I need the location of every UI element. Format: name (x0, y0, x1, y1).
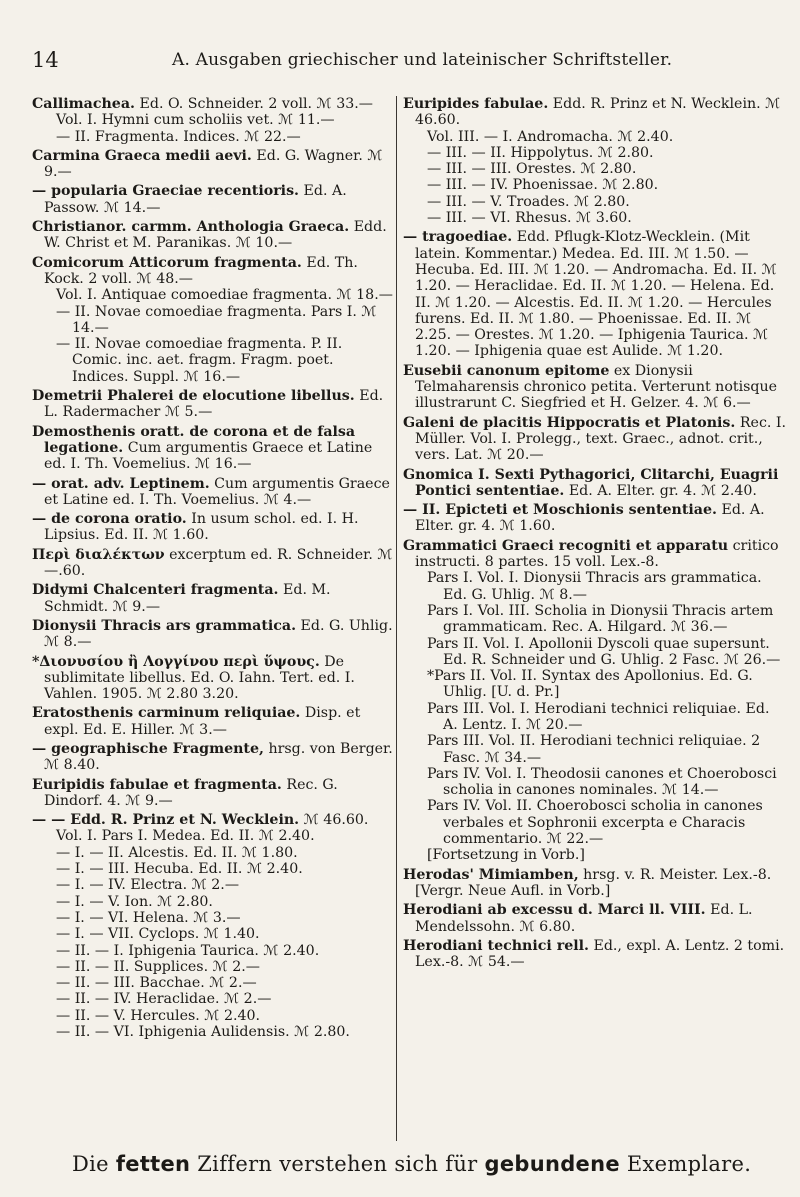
entry-line: [Fortsetzung in Vorb.] (427, 847, 585, 864)
entry-line: Vol. I. Antiquae comoediae fragmenta. ℳ 18.— (56, 287, 393, 304)
entry-line: Ed. A. Elter. gr. 4. ℳ 1.60. (415, 502, 765, 535)
catalog-entry (32, 654, 394, 703)
entry-line: Ed. L. Radermacher ℳ 5.— (44, 388, 384, 421)
column-divider (396, 96, 397, 1141)
entry-line: ex Dionysii Telmaharensis chronico petita. Verterunt notisque illustrarunt C. Siegfried et H. Gelzer. 4. ℳ 6.— (415, 362, 778, 412)
footer-text-1: Die (72, 1152, 116, 1176)
catalog-entry (32, 705, 394, 738)
entry-line: Disp. et expl. Ed. E. Hiller. ℳ 3.— (44, 705, 361, 738)
catalog-entry (403, 938, 787, 971)
entry-line: — I. — IV. Electra. ℳ 2.— (56, 877, 240, 894)
entry-line: — I. — III. Hecuba. Ed. II. ℳ 2.40. (56, 861, 303, 878)
entry-line: Cum argumentis Graece et Latine ed. I. Th. Voemelius. ℳ 4.— (44, 475, 390, 508)
left-column (32, 96, 394, 1043)
catalog-entry (32, 388, 394, 421)
catalog-entry (403, 867, 787, 900)
entry-title: Callimachea. (32, 96, 135, 112)
running-title: A. Ausgaben griechischer und lateinischer Schriftsteller. (172, 50, 673, 70)
entry-line: Ed. A. Passow. ℳ 14.— (44, 183, 347, 216)
entry-title: — tragoediae. (403, 229, 513, 246)
entry-title: Gnomica I. Sexti Pythagorici, Clitarchi, Euagrii Pontici sententiae. (403, 466, 779, 499)
footer-bold-1: fetten (115, 1152, 191, 1176)
entry-title: Christianor. carmm. Anthologia Graeca. (32, 219, 350, 236)
catalog-entry (32, 96, 394, 145)
entry-line: Ed. M. Schmidt. ℳ 9.— (44, 582, 331, 615)
catalog-entry (403, 467, 787, 500)
catalog-entry (403, 229, 787, 359)
entry-line: Ed. A. Elter. gr. 4. ℳ 2.40. (568, 482, 757, 499)
entry-title: — de corona oratio. (32, 511, 187, 528)
entry-line: Pars IV. Vol. I. Theodosii canones et Choerobosci scholia in canones nominales. ℳ 14.— (427, 765, 777, 799)
entry-line: — II. Fragmenta. Indices. ℳ 22.— (56, 128, 301, 145)
entry-title: Euripides fabulae. (403, 96, 549, 112)
entry-title: Demosthenis oratt. de corona et de falsa legatione. (32, 423, 356, 456)
entry-line: Ed. G. Uhlig. ℳ 8.— (44, 617, 393, 651)
catalog-entry (32, 424, 394, 473)
entry-line: Cum argumentis Graece et Latine ed. I. Th. Voemelius. ℳ 16.— (44, 439, 373, 473)
entry-title: — orat. adv. Leptinem. (32, 475, 210, 492)
entry-line: — II. — IV. Heraclidae. ℳ 2.— (56, 991, 272, 1008)
catalog-entry (32, 183, 394, 216)
entry-title: Περὶ διαλέκτων (32, 546, 165, 563)
entry-line: — III. — III. Orestes. ℳ 2.80. (427, 161, 637, 178)
entry-title: Herodiani ab excessu d. Marci ll. VIII. (403, 902, 706, 919)
catalog-entry (32, 255, 394, 385)
entry-line: — III. — VI. Rhesus. ℳ 3.60. (427, 210, 632, 227)
entry-line: — I. — II. Alcestis. Ed. II. ℳ 1.80. (56, 844, 298, 861)
entry-title: Didymi Chalcenteri fragmenta. (32, 582, 279, 599)
catalog-entry (32, 148, 394, 181)
entry-title: *Διονυσίου ἢ Λογγίνου περὶ ὕψους. (32, 653, 320, 670)
entry-line: — II. — II. Supplices. ℳ 2.— (56, 958, 260, 975)
footer-text-2: Ziffern verstehen sich für (190, 1152, 485, 1176)
catalog-entry (32, 777, 394, 810)
entry-title: — II. Epicteti et Moschionis sententiae. (403, 502, 717, 519)
entry-line: — II. — III. Bacchae. ℳ 2.— (56, 975, 257, 992)
catalog-entry (32, 547, 394, 580)
entry-line: ℳ 46.60. (303, 812, 369, 829)
entry-line: Ed. G. Wagner. ℳ 9.— (44, 147, 383, 181)
entry-line: Ed. Th. Kock. 2 voll. ℳ 48.— (44, 254, 358, 287)
entry-line: In usum schol. ed. I. H. Lipsius. Ed. II. ℳ 1.60. (44, 511, 359, 544)
entry-title: — geographische Fragmente, (32, 740, 264, 757)
entry-title: Eratosthenis carminum reliquiae. (32, 705, 301, 722)
entry-line: Pars IV. Vol. II. Choerobosci scholia in canones verbales et Sophronii excerpta e Characis commentario. ℳ 22.— (427, 798, 763, 848)
entry-line: Pars II. Vol. I. Apollonii Dyscoli quae supersunt. Ed. R. Schneider und G. Uhlig. 2 Fasc. ℳ 26.— (427, 635, 781, 668)
entry-line: Vol. I. Hymni cum scholiis vet. ℳ 11.— (56, 112, 335, 129)
entry-title: Herodiani technici rell. (403, 937, 589, 954)
entry-title: Carmina Graeca medii aevi. (32, 147, 252, 164)
entry-line: — II. — I. Iphigenia Taurica. ℳ 2.40. (56, 942, 320, 959)
catalog-entry (32, 476, 394, 509)
entry-line: — III. — II. Hippolytus. ℳ 2.80. (427, 144, 654, 161)
entry-line: — I. — VI. Helena. ℳ 3.— (56, 909, 241, 926)
catalog-entry (403, 415, 787, 464)
entry-line: — II. — V. Hercules. ℳ 2.40. (56, 1007, 261, 1024)
entry-line: Ed. O. Schneider. 2 voll. ℳ 33.— (139, 96, 373, 112)
entry-title: — — Edd. R. Prinz et N. Wecklein. (32, 812, 300, 829)
entry-line: Edd. R. Prinz et N. Wecklein. ℳ 46.60. (415, 96, 781, 129)
catalog-entry (32, 618, 394, 651)
page-number: 14 (32, 48, 59, 72)
entry-line: — II. Novae comoediae fragmenta. Pars I. ℳ 14.— (56, 303, 377, 336)
entry-title: Comicorum Atticorum fragmenta. (32, 254, 302, 271)
catalog-entry (403, 902, 787, 935)
entry-line: critico instructi. 8 partes. 15 voll. Lex.-8. (415, 537, 779, 571)
entry-title: Herodas' Mimiamben, (403, 866, 579, 883)
entry-line: hrsg. v. R. Meister. Lex.-8. [Vergr. Neue Aufl. in Vorb.] (415, 866, 772, 899)
entry-line: Vol. I. Pars I. Medea. Ed. II. ℳ 2.40. (56, 828, 315, 845)
entry-title: Dionysii Thracis ars grammatica. (32, 617, 297, 634)
catalog-entry (32, 812, 394, 1040)
catalog-entry (403, 538, 787, 864)
entry-line: De sublimitate libellus. Ed. O. Iahn. Tert. ed. I. Vahlen. 1905. ℳ 2.80 3.20. (44, 653, 355, 703)
footer-text-3: Exemplare. (619, 1152, 752, 1176)
entry-line: Ed., expl. A. Lentz. 2 tomi. Lex.-8. ℳ 54.— (415, 937, 785, 971)
footer-note (72, 1152, 772, 1176)
entry-line: hrsg. von Berger. ℳ 8.40. (44, 740, 393, 774)
catalog-entry (403, 363, 787, 412)
entry-line: Rec. G. Dindorf. 4. ℳ 9.— (44, 776, 338, 809)
entry-line: Pars III. Vol. I. Herodiani technici reliquiae. Ed. A. Lentz. I. ℳ 20.— (427, 700, 770, 733)
entry-line: Rec. I. Müller. Vol. I. Prolegg., text. Graec., adnot. crit., vers. Lat. ℳ 20.— (415, 414, 787, 464)
entry-line: Vol. III. — I. Andromacha. ℳ 2.40. (427, 128, 674, 145)
entry-line: — I. — V. Ion. ℳ 2.80. (56, 893, 213, 910)
entry-title: Euripidis fabulae et fragmenta. (32, 776, 282, 793)
footer-bold-2: gebundene (484, 1152, 620, 1176)
catalog-entry (32, 219, 394, 252)
entry-line: *Pars II. Vol. II. Syntax des Apollonius. Ed. G. Uhlig. [U. d. Pr.] (427, 668, 753, 701)
entry-line: Pars I. Vol. I. Dionysii Thracis ars grammatica. Ed. G. Uhlig. ℳ 8.— (427, 570, 762, 603)
entry-line: excerptum ed. R. Schneider. ℳ —.60. (44, 546, 393, 580)
entry-title: Demetrii Phalerei de elocutione libellus. (32, 388, 355, 405)
catalog-entry (403, 502, 787, 535)
entry-line: Pars III. Vol. II. Herodiani technici reliquiae. 2 Fasc. ℳ 34.— (427, 733, 761, 766)
right-column (403, 96, 787, 973)
entry-line: — II. — VI. Iphigenia Aulidensis. ℳ 2.80. (56, 1024, 350, 1041)
entry-line: Pars I. Vol. III. Scholia in Dionysii Thracis artem grammaticam. Rec. A. Hilgard. ℳ 36.— (427, 602, 774, 636)
entry-line: — I. — VII. Cyclops. ℳ 1.40. (56, 926, 260, 943)
entry-line: Edd. W. Christ et M. Paranikas. ℳ 10.— (44, 219, 387, 252)
entry-line: — II. Novae comoediae fragmenta. P. II. Comic. inc. aet. fragm. Fragm. poet. Indices. Suppl. ℳ 16.— (56, 336, 343, 385)
entry-line: Edd. Pflugk-Klotz-Wecklein. (Mit latein. Kommentar.) Medea. Ed. III. ℳ 1.50. — Hecuba. Ed. III. ℳ 1.20. — Andromacha. Ed. II. ℳ 1.20. — Heraclidae. Ed. II. ℳ 1.20. — Helena. Ed. II. ℳ 1.20. — Alcestis. Ed. II. ℳ 1.20. — Hercules furens. Ed. II. ℳ 1.80. — Phoenissae. Ed. II. ℳ 2.25. — Orestes. ℳ 1.20. — Iphigenia Taurica. ℳ 1.20. — Iphigenia quae est Aulide. ℳ 1.20. (415, 229, 777, 360)
catalog-entry (403, 96, 787, 226)
catalog-entry (32, 511, 394, 544)
catalog-entry (32, 582, 394, 615)
page-header (32, 48, 792, 78)
entry-title: Grammatici Graeci recogniti et apparatu (403, 537, 729, 554)
entry-title: — popularia Graeciae recentioris. (32, 183, 299, 200)
catalog-entry (32, 741, 394, 774)
entry-title: Eusebii canonum epitome (403, 362, 610, 379)
entry-line: — III. — V. Troades. ℳ 2.80. (427, 193, 630, 210)
entry-title: Galeni de placitis Hippocratis et Platonis. (403, 414, 736, 431)
entry-line: Ed. L. Mendelssohn. ℳ 6.80. (415, 902, 753, 935)
entry-line: — III. — IV. Phoenissae. ℳ 2.80. (427, 177, 659, 194)
